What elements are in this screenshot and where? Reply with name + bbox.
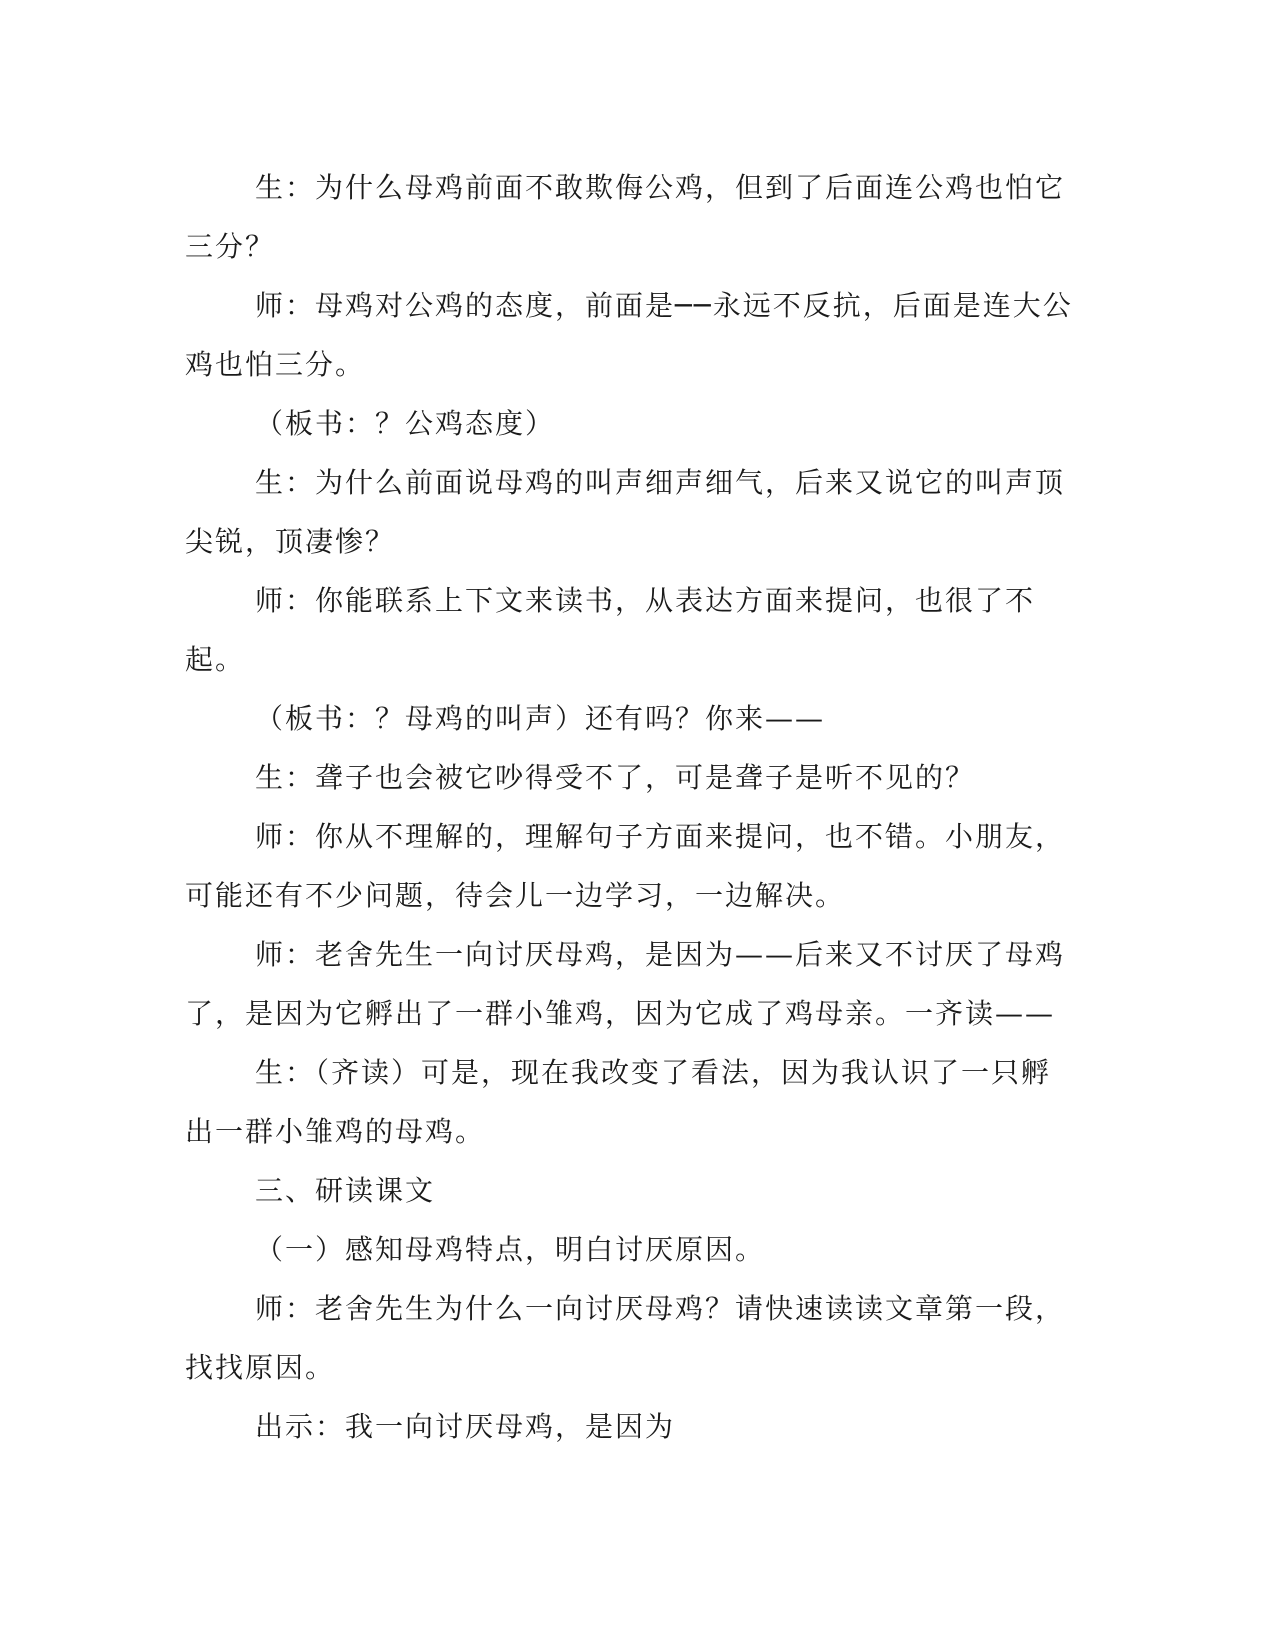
paragraph-6: （板书：？母鸡的叫声）还有吗？你来—— [255, 702, 826, 735]
paragraph-3: （板书：？公鸡态度） [255, 407, 556, 440]
paragraph-14: 出示：我一向讨厌母鸡，是因为 [255, 1410, 676, 1443]
paragraph-2: 师：母鸡对公鸡的态度，前面是──永远不反抗，后面是连大公鸡也怕三分。 [185, 289, 1073, 381]
document-body [185, 158, 1075, 1456]
paragraph-4: 生：为什么前面说母鸡的叫声细声细气，后来又说它的叫声顶尖锐，顶凄惨？ [185, 466, 1066, 558]
paragraph-10: 生：（齐读）可是，现在我改变了看法，因为我认识了一只孵出一群小雏鸡的母鸡。 [185, 1056, 1052, 1148]
paragraph-7: 生：聋子也会被它吵得受不了，可是聋子是听不见的？ [255, 761, 976, 794]
paragraph-5: 师：你能联系上下文来读书，从表达方面来提问，也很了不起。 [185, 584, 1036, 676]
paragraph-13: 师：老舍先生为什么一向讨厌母鸡？请快速读读文章第一段，找找原因。 [185, 1292, 1066, 1384]
subsection-heading: （一）感知母鸡特点，明白讨厌原因。 [255, 1233, 766, 1266]
paragraph-8: 师：你从不理解的，理解句子方面来提问，也不错。小朋友，可能还有不少问题，待会儿一边学习，一边解决。 [185, 820, 1066, 912]
paragraph-9: 师：老舍先生一向讨厌母鸡，是因为——后来又不讨厌了母鸡了，是因为它孵出了一群小雏鸡，因为它成了鸡母亲。一齐读—— [185, 938, 1066, 1030]
paragraph-1: 生：为什么母鸡前面不敢欺侮公鸡，但到了后面连公鸡也怕它三分？ [185, 171, 1066, 263]
section-heading: 三、研读课文 [255, 1174, 436, 1207]
